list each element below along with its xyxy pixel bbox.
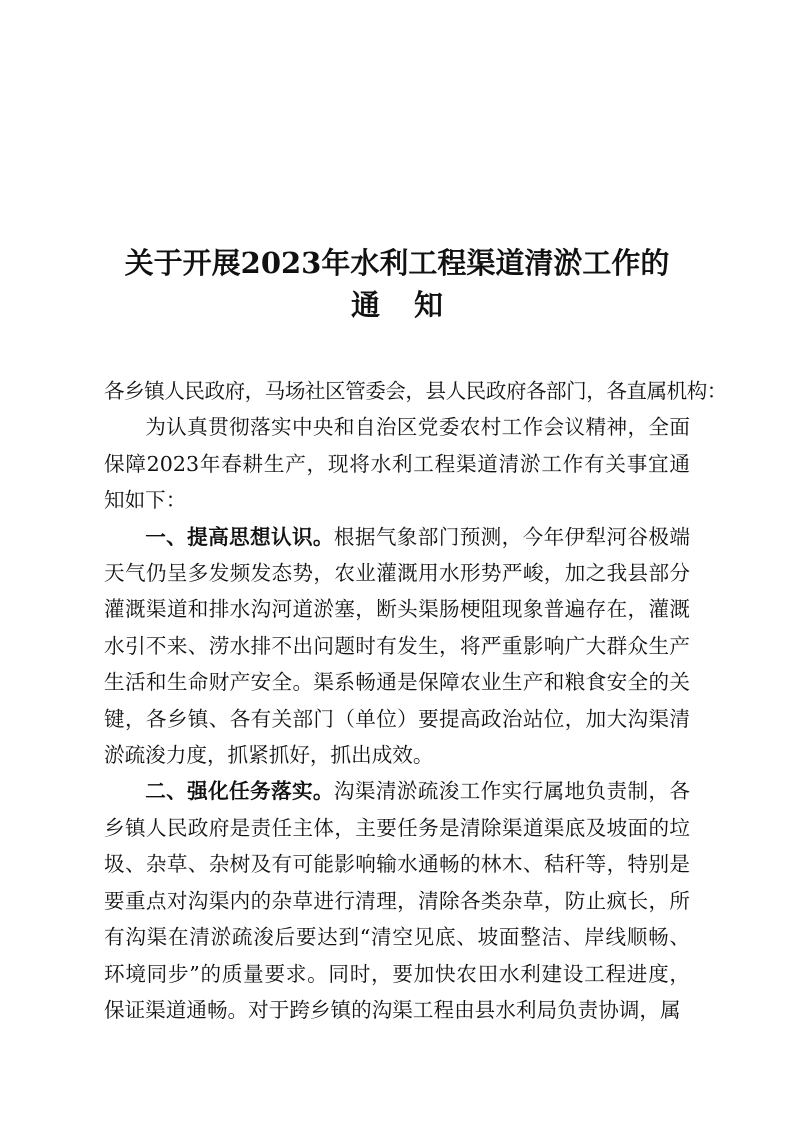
section-2-text: 沟渠清淤疏浚工作实行属地负责制，各乡镇人民政府是责任主体，主要任务是清除渠道渠底及坡面的垃圾、杂草、杂树及有可能影响输水通畅的林木、秸秆等，特别是要重点对沟渠内的杂草进行清理，清除各类杂草，防止疯长，所有沟渠在清淤疏浚后要达到“清空见底、坡面整洁、岸线顺畅、环境同步”的质量要求。同时，要加快农田水利建设工程进度，保证渠道通畅。对于跨乡镇的沟渠工程由县水利局负责协调，属 bbox=[104, 779, 690, 1022]
section-2-paragraph bbox=[104, 773, 690, 1028]
intro-paragraph: 为认真贯彻落实中央和自治区党委农村工作会议精神，全面保障2023年春耕生产，现将水利工程渠道清淤工作有关事宜通知如下： bbox=[104, 415, 690, 513]
document-title bbox=[104, 244, 690, 324]
title-char-zhi: 知 bbox=[414, 288, 444, 322]
title-line-1: 关于开展2023年水利工程渠道清淤工作的 bbox=[124, 246, 670, 280]
document-page bbox=[104, 244, 727, 1028]
section-2-heading: 二、强化任务落实。 bbox=[145, 779, 334, 804]
title-char-tong: 通 bbox=[350, 288, 380, 322]
title-line-2 bbox=[104, 286, 690, 324]
section-1-paragraph bbox=[104, 519, 690, 774]
document-body bbox=[104, 373, 727, 1028]
addressee-line: 各乡镇人民政府，马场社区管委会，县人民政府各部门，各直属机构： bbox=[104, 379, 727, 403]
section-1-heading: 一、提高思想认识。 bbox=[145, 524, 334, 549]
section-1-text: 根据气象部门预测，今年伊犁河谷极端天气仍呈多发频发态势，农业灌溉用水形势严峻，加之我县部分灌溉渠道和排水沟河道淤塞，断头渠肠梗阻现象普遍存在，灌溉水引不来、涝水排不出问题时有发生，将严重影响广大群众生产生活和生命财产安全。渠系畅通是保障农业生产和粮食安全的关键，各乡镇、各有关部门（单位）要提高政治站位，加大沟渠清淤疏浚力度，抓紧抓好，抓出成效。 bbox=[104, 524, 690, 768]
